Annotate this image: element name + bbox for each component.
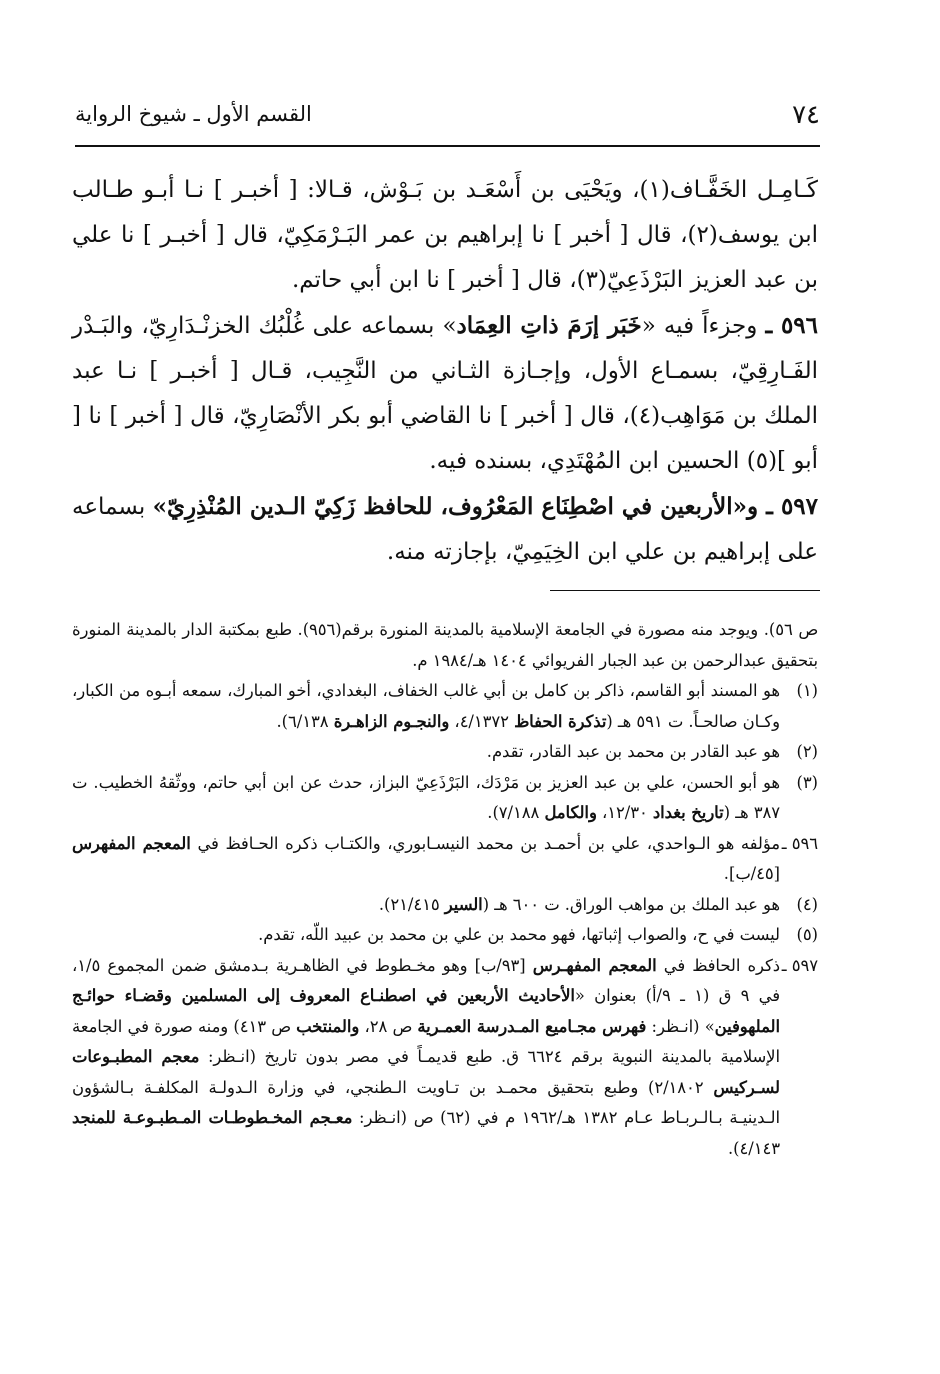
- entry-number: ٥٩٦ ـ: [765, 312, 819, 339]
- book-title: خَبَر إرَمَ ذاتِ العِمَاد: [456, 312, 642, 339]
- page-header: [75, 92, 820, 142]
- header-rule: [75, 145, 820, 147]
- footnote-4: (٤)هو عبد الملك بن مواهب الوراق. ت ٦٠٠ هـ (السير ٢١/٤١٥).: [72, 890, 818, 921]
- footnote-number: (٤): [796, 894, 818, 914]
- entry-597: ٥٩٧ ـ و«الأربعين في اصْطِنَاع المَعْرُوف، للحافظ زَكِيّ الـدين المُنْذِرِيّ» بسماعه على إبراهيم بن علي ابن الخِيَمِيّ، بإجازته منه.: [72, 493, 818, 565]
- footnote-number: ٥٩٦ ـ: [781, 833, 818, 853]
- footnote-separator: [550, 590, 820, 591]
- footnote-number: (٢): [796, 742, 818, 761]
- entry-596: ٥٩٦ ـ وجزءاً فيه «خَبَر إرَمَ ذاتِ العِمَاد» بسماعه على غُلْبُك الخزنْـدَارِيّ، والبَـدْر الفَـارِقِيّ، بسمـاع الأول، وإجـازة الثـاني من النَّجِيب، قـال [ أخبـر ] نـا عبد الملك بن مَوَاهِب(٤)، قال [ أخبر ] نا القاضي أبو بكر الأنْصَارِيّ، قال [ أخبر ] نا [ أبو ](٥) الحسين ابن المُهْتَدِي، بسنده فيه.: [72, 312, 819, 474]
- main-text: [72, 168, 818, 575]
- running-title: القسم الأول ـ شيوخ الرواية: [75, 102, 312, 126]
- entry-number: ٥٩٧ ـ: [766, 493, 818, 520]
- note-597: ٥٩٧ ـذكره الحافظ في المعجم المفهـرس [٩٣/ب] وهو مخـطوط في الظاهـرية بـدمشق ضمن المجموع ١/٥، في ٩ ق (١ ـ ٩/أ) بعنوان «الأحاديث الأربعين في اصطنـاع المعروف إلى المسلمين وقضـاء حوائـج الملهوفين» (انـظر: فهرس مجـاميع المـدرسة العمـرية ص ٢٨، والمنتخب ص ٤١٣) ومنه صورة في الجامعة الإسلامية بالمدينة النبوية برقم ٦٦٢٤ ق. طبع قديمـاً في مصر بدون تاريخ (انـظر: معجم المطبـوعات لسـركيس ٢/١٨٠٢) وطبع بتحقيق محمـد بن تـاويت الـطنجي، في وزارة الـدولـة المكلفـة بـالشؤون الـدينيـة بـالـربـاط عـام ١٣٨٢ هـ/١٩٦٢ م في (٦٢) ص (انـظر: معـجم المخـطوطـات المـطبـوعـة للمنجد ٤/١٤٣).: [72, 951, 818, 1165]
- footnote-continuation: ص ٥٦). ويوجد منه مصورة في الجامعة الإسلامية بالمدينة المنورة برقم(٩٥٦). طبع بمكتبة الدار بالمدينة المنورة بتحقيق عبدالرحمن بن عبد الجبار الفريوائي ١٤٠٤ هـ/١٩٨٤ م.: [72, 620, 819, 670]
- footnote-3: (٣)هو أبو الحسن، علي بن عبد العزيز بن مَرْدَك، البَرْذَعِيّ البزاز، حدث عن ابن أبي حاتم، ووثّقهُ الخطيب. ت ٣٨٧ هـ (تاريخ بغداد ١٢/٣٠، والكامل ٧/١٨٨).: [72, 768, 818, 829]
- footnote-1: (١)هو المسند أبو القاسم، ذاكر بن كامل بن أبي غالب الخفاف، البغدادي، أخو المبارك، سمعه أبـوه من الكبار، وكـان صالحـاً. ت ٥٩١ هـ (تذكرة الحفاظ ٤/١٣٧٢، والنجـوم الزاهـرة ٦/١٣٨).: [72, 676, 818, 737]
- footnote-number: (٣): [796, 772, 818, 792]
- footnote-number: (١): [796, 681, 818, 700]
- footnote-number: ٥٩٧ ـ: [781, 955, 818, 975]
- page-number: ٧٤: [792, 100, 820, 130]
- paragraph-continuation: كَـامِـل الخَفَّـاف(١)، ويَحْيَى بن أَسْعَـد بن بَـوْش، قـالا: [ أخبـر ] نـا أبـو طـالب ابن يوسف(٢)، قال [ أخبر ] نا إبراهيم بن عمر البَـرْمَكِيّ، قال [ أخبـر ] نا علي بن عبد العزيز البَرْذَعِيّ(٣)، قال [ أخبر ] نا ابن أبي حاتم.: [72, 177, 818, 293]
- book-title: «الأربعين في اصْطِنَاع المَعْرُوف، للحافظ زَكِيّ الـدين المُنْذِرِيّ»: [152, 493, 748, 520]
- note-596: ٥٩٦ ـمؤلفه هو الـواحدي، علي بن أحمـد بن محمد النيسـابوري، والكتـاب ذكره الحـافظ في المعجم المفهرس [٤٥/ب].: [72, 829, 818, 890]
- footnote-2: (٢)هو عبد القادر بن محمد بن عبد القادر، تقدم.: [72, 737, 818, 768]
- footnote-number: (٥): [796, 925, 818, 944]
- footnotes: [72, 615, 818, 1164]
- footnote-5: (٥)ليست في ح، والصواب إثباتها، فهو محمد بن علي بن محمد بن عبيد اللّه، تقدم.: [72, 920, 818, 951]
